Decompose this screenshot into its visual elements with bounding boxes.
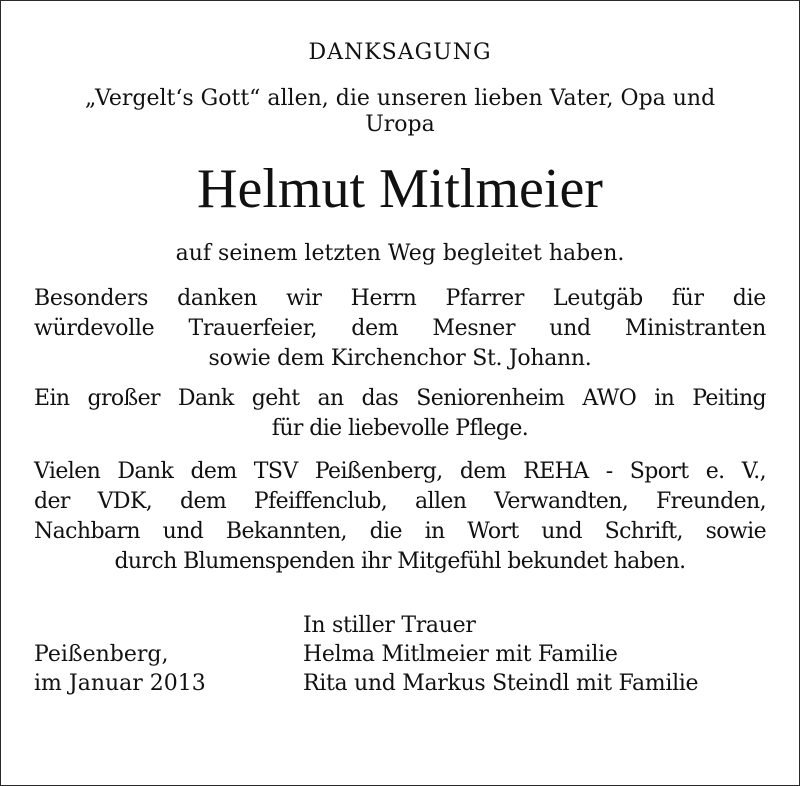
thanks-others-paragraph bbox=[34, 457, 766, 577]
thanks-pastor-paragraph bbox=[34, 284, 766, 374]
paragraph-line: Ein großer Dank geht an das Seniorenheim AWO in Peiting bbox=[34, 386, 766, 411]
after-name-text: auf seinem letzten Weg begleitet haben. bbox=[175, 241, 625, 266]
paragraph-line: Nachbarn und Bekannten, die in Wort und Schrift, sowie bbox=[34, 519, 766, 544]
paragraph-line: für die liebevolle Pflege. bbox=[271, 416, 529, 441]
place-date-block bbox=[34, 640, 206, 698]
paragraph-line: Vielen Dank dem TSV Peißenberg, dem REHA - Sport e. V., bbox=[34, 459, 766, 484]
signatory: Rita und Markus Steindl mit Familie bbox=[303, 671, 699, 696]
mourning-phrase: In stiller Trauer bbox=[303, 613, 476, 638]
paragraph-line: Besonders danken wir Herrn Pfarrer Leutgäb für die bbox=[34, 286, 766, 311]
signatures-block bbox=[303, 611, 698, 698]
deceased-name: Helmut Mitlmeier bbox=[197, 158, 603, 220]
intro-line: Uropa bbox=[365, 112, 435, 137]
signatory: Helma Mitlmeier mit Familie bbox=[303, 642, 618, 667]
intro-text bbox=[34, 86, 766, 138]
date-text: im Januar 2013 bbox=[34, 671, 206, 696]
paragraph-line: sowie dem Kirchenchor St. Johann. bbox=[208, 346, 592, 371]
paragraph-line: durch Blumenspenden ihr Mitgefühl bekundet haben. bbox=[114, 549, 686, 574]
paragraph-line: der VDK, dem Pfeiffenclub, allen Verwandten, Freunden, bbox=[34, 489, 766, 514]
thanks-care-paragraph bbox=[34, 384, 766, 444]
paragraph-line: würdevolle Trauerfeier, dem Mesner und Ministranten bbox=[34, 316, 766, 341]
place-text: Peißenberg, bbox=[34, 642, 169, 667]
intro-line: „Vergelt‘s Gott“ allen, die unseren lieben Vater, Opa und bbox=[84, 86, 716, 111]
notice-heading: DANKSAGUNG bbox=[308, 40, 492, 65]
